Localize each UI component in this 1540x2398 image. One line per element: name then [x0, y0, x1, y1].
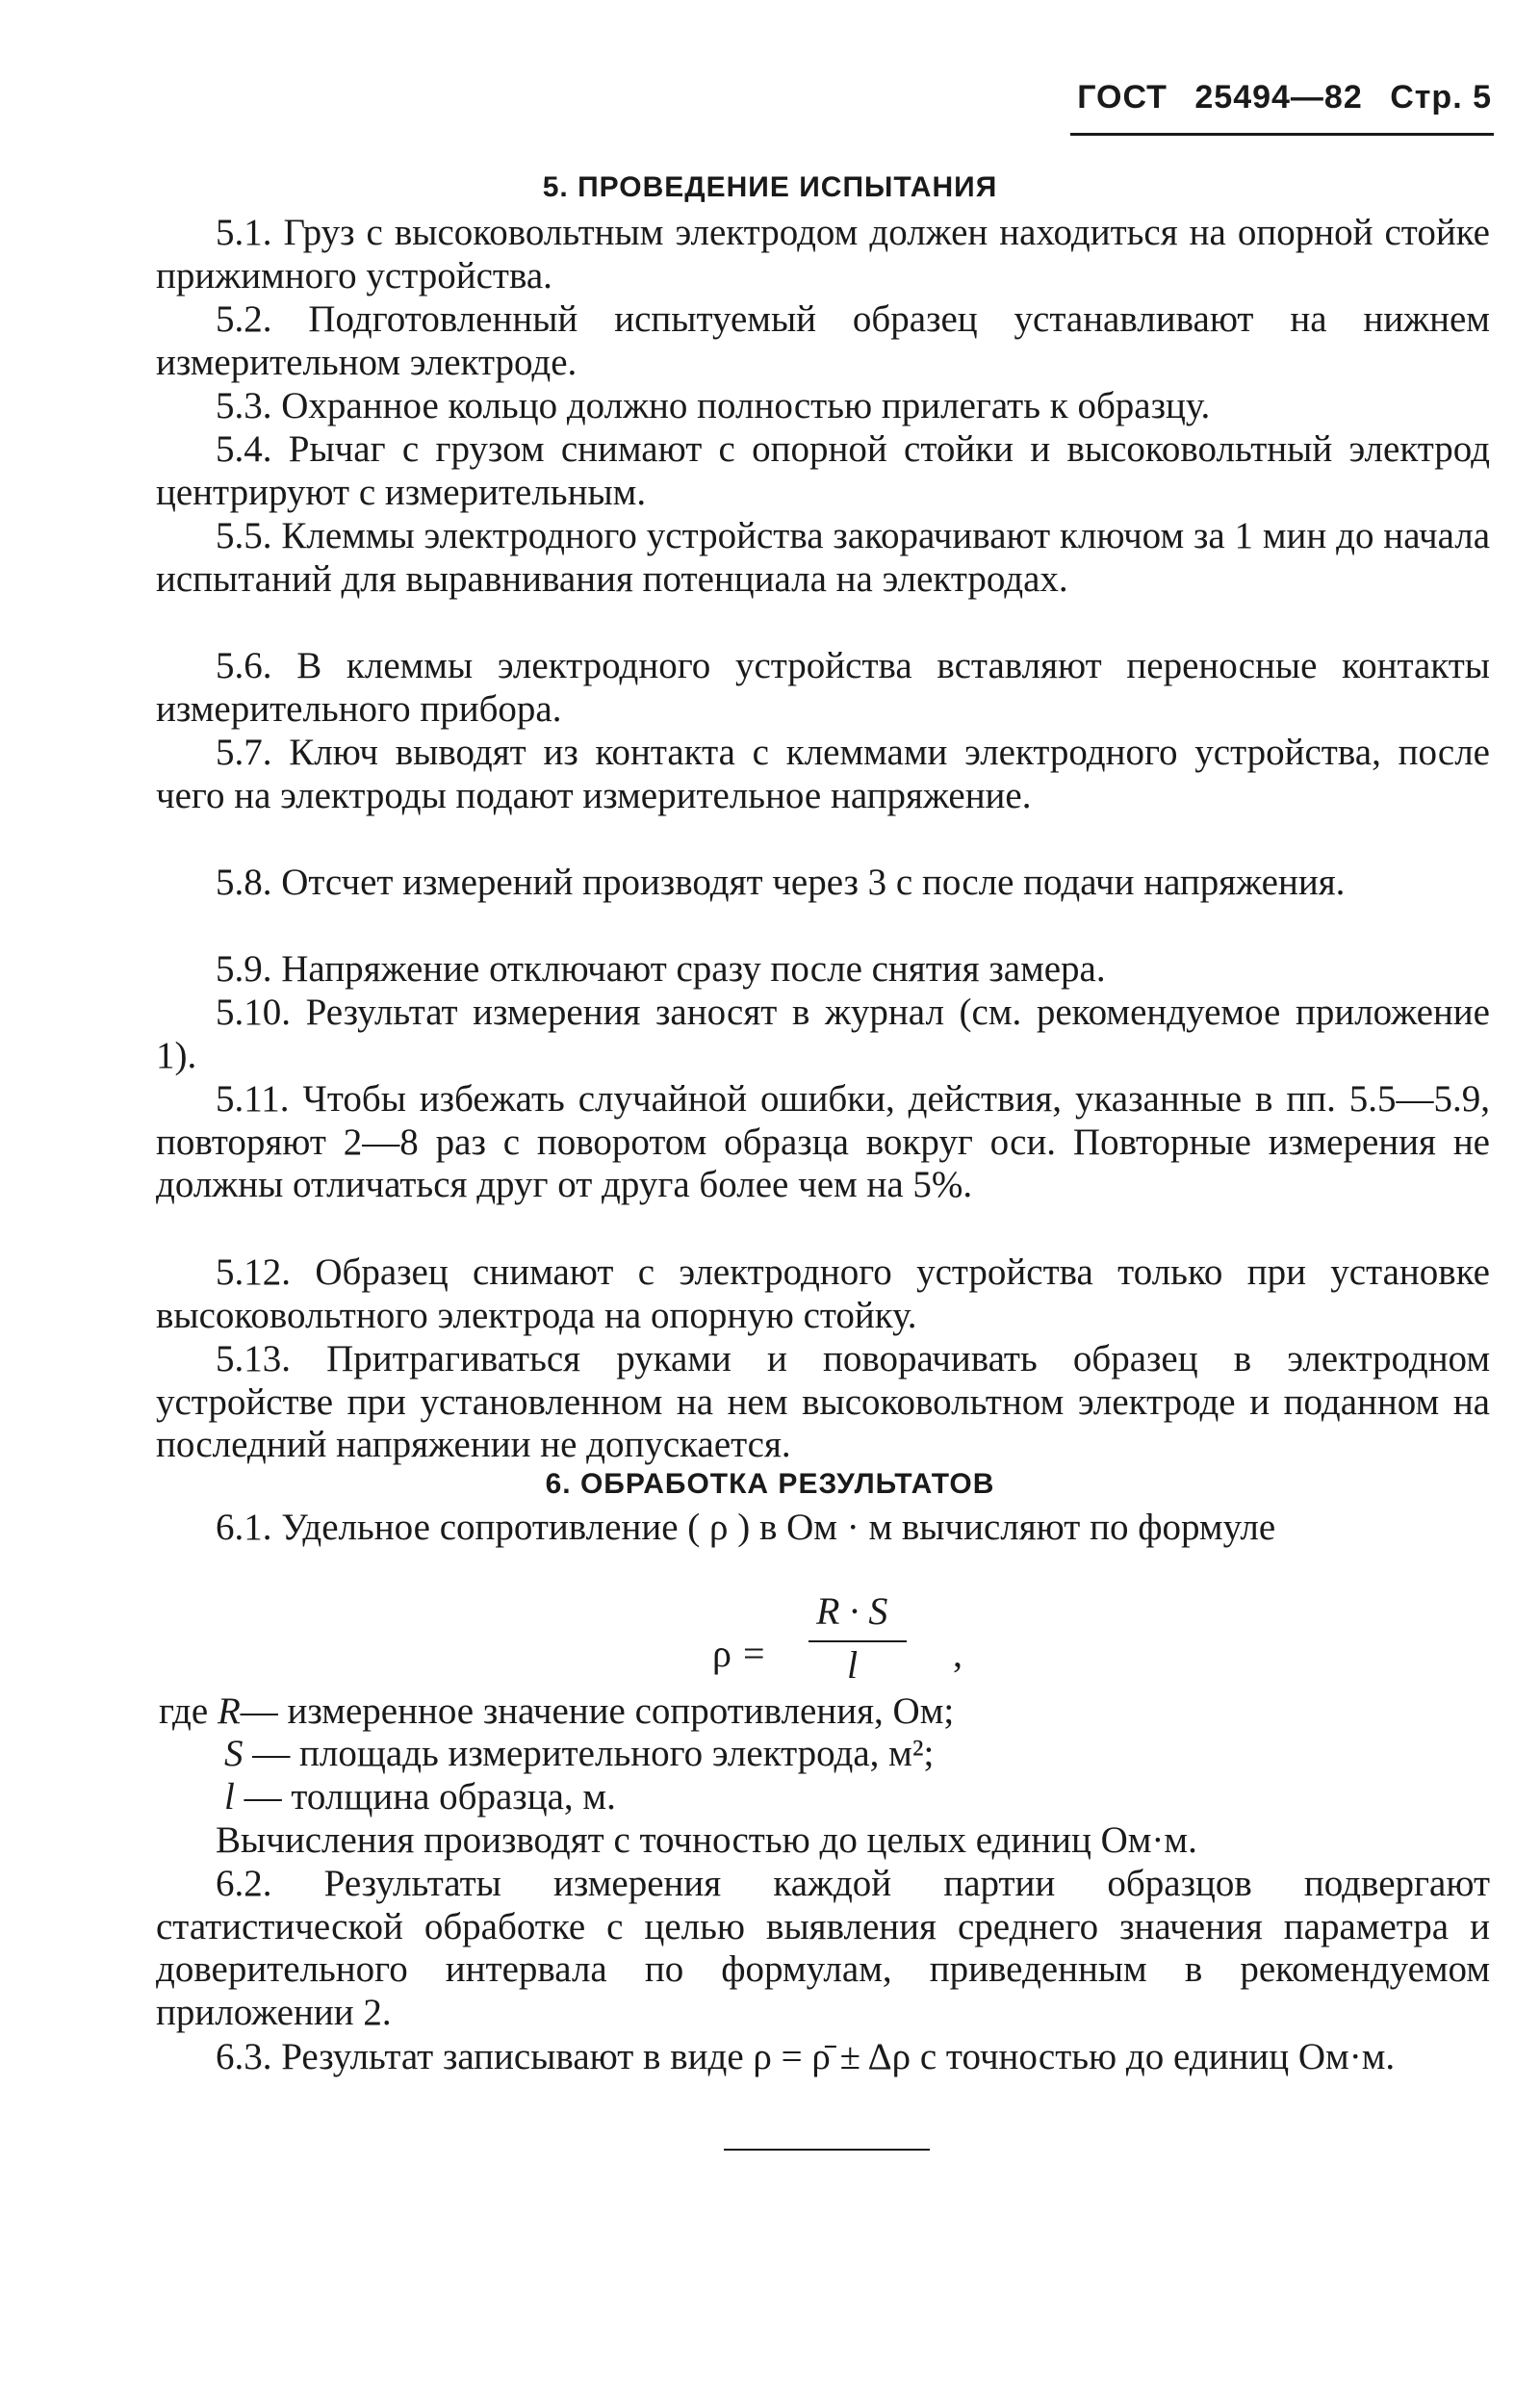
definition-s-text: — площадь измерительного электрода, м²; — [252, 1733, 935, 1774]
item-5-1: 5.1. Груз с высоковольтным электродом должен находиться на опорной стойке прижимного устройства. — [156, 212, 1490, 297]
formula-denominator: l — [847, 1643, 859, 1687]
end-rule — [724, 2149, 930, 2151]
item-6-2: 6.2. Результаты измерения каждой партии образцов подвергают статистической обработке с целью выявления среднего значения параметра и доверительного интервала по формулам, приведенным в рекомендуемом приложении 2. — [156, 1863, 1490, 2033]
item-5-8: 5.8. Отсчет измерений производят через 3 с после подачи напряжения. — [216, 862, 1346, 903]
formula-numerator: R · S — [816, 1589, 888, 1633]
item-5-12: 5.12. Образец снимают с электродного устройства только при установке высоковольтного электрода на опорную стойку. — [156, 1251, 1490, 1336]
section-5-title: 5. ПРОВЕДЕНИЕ ИСПЫТАНИЯ — [542, 171, 998, 203]
item-5-9: 5.9. Напряжение отключают сразу после снятия замера. — [216, 948, 1106, 990]
item-5-13: 5.13. Притрагиваться руками и поворачивать образец в электродном устройстве при установленном на нем высоковольтном электроде и поданном на последний напряжении не допускается. — [156, 1338, 1490, 1465]
item-5-2: 5.2. Подготовленный испытуемый образец устанавливают на нижнем измерительном электроде. — [156, 298, 1490, 383]
definition-r-text: — измеренное значение сопротивления, Ом; — [240, 1690, 955, 1732]
standard-number: 25494—82 — [1194, 79, 1363, 116]
section-6-title: 6. ОБРАБОТКА РЕЗУЛЬТАТОВ — [545, 1468, 995, 1500]
symbol-s: S — [224, 1733, 244, 1774]
precision-note: Вычисления производят с точностью до целых единиц Ом·м. — [216, 1819, 1197, 1861]
item-5-6: 5.6. В клеммы электродного устройства вставляют переносные контакты измерительного прибора. — [156, 645, 1490, 730]
definition-s — [224, 1733, 934, 1775]
standard-label: ГОСТ — [1077, 79, 1168, 116]
item-5-7: 5.7. Ключ выводят из контакта с клеммами электродного устройства, после чего на электроды подают измерительное напряжение. — [156, 732, 1490, 816]
item-5-11: 5.11. Чтобы избежать случайной ошибки, действия, указанные в пп. 5.5—5.9, повторяют 2—8 раз с поворотом образца вокруг оси. Повторные измерения не должны отличаться друг от друга более чем на 5%. — [156, 1078, 1490, 1205]
symbol-l: l — [224, 1776, 235, 1818]
item-5-4: 5.4. Рычаг с грузом снимают с опорной стойки и высоковольтный электрод центрируют с измерительным. — [156, 428, 1490, 513]
definition-l — [224, 1776, 616, 1818]
header-rule — [1070, 133, 1494, 136]
page-number: Стр. 5 — [1390, 79, 1492, 116]
page-header — [1077, 79, 1492, 116]
where-prefix: где — [159, 1690, 209, 1732]
item-5-10: 5.10. Результат измерения заносят в журнал (см. рекомендуемое приложение 1). — [156, 992, 1490, 1076]
symbol-r: R — [217, 1690, 241, 1732]
formula-lhs: ρ — [712, 1632, 732, 1675]
item-5-3: 5.3. Охранное кольцо должно полностью прилегать к образцу. — [216, 385, 1211, 426]
item-6-3: 6.3. Результат записывают в виде ρ = ρ̄ ± Δρ с точностью до единиц Ом·м. — [216, 2036, 1396, 2077]
item-6-1: 6.1. Удельное сопротивление ( ρ ) в Ом · м вычисляют по формуле — [216, 1507, 1276, 1548]
item-5-5: 5.5. Клеммы электродного устройства закорачивают ключом за 1 мин до начала испытаний для выравнивания потенциала на электродах. — [156, 515, 1490, 600]
definition-r — [159, 1690, 954, 1733]
formula-comma: , — [953, 1632, 962, 1675]
definition-l-text: — толщина образца, м. — [244, 1776, 616, 1818]
formula-equals: = — [743, 1632, 765, 1675]
